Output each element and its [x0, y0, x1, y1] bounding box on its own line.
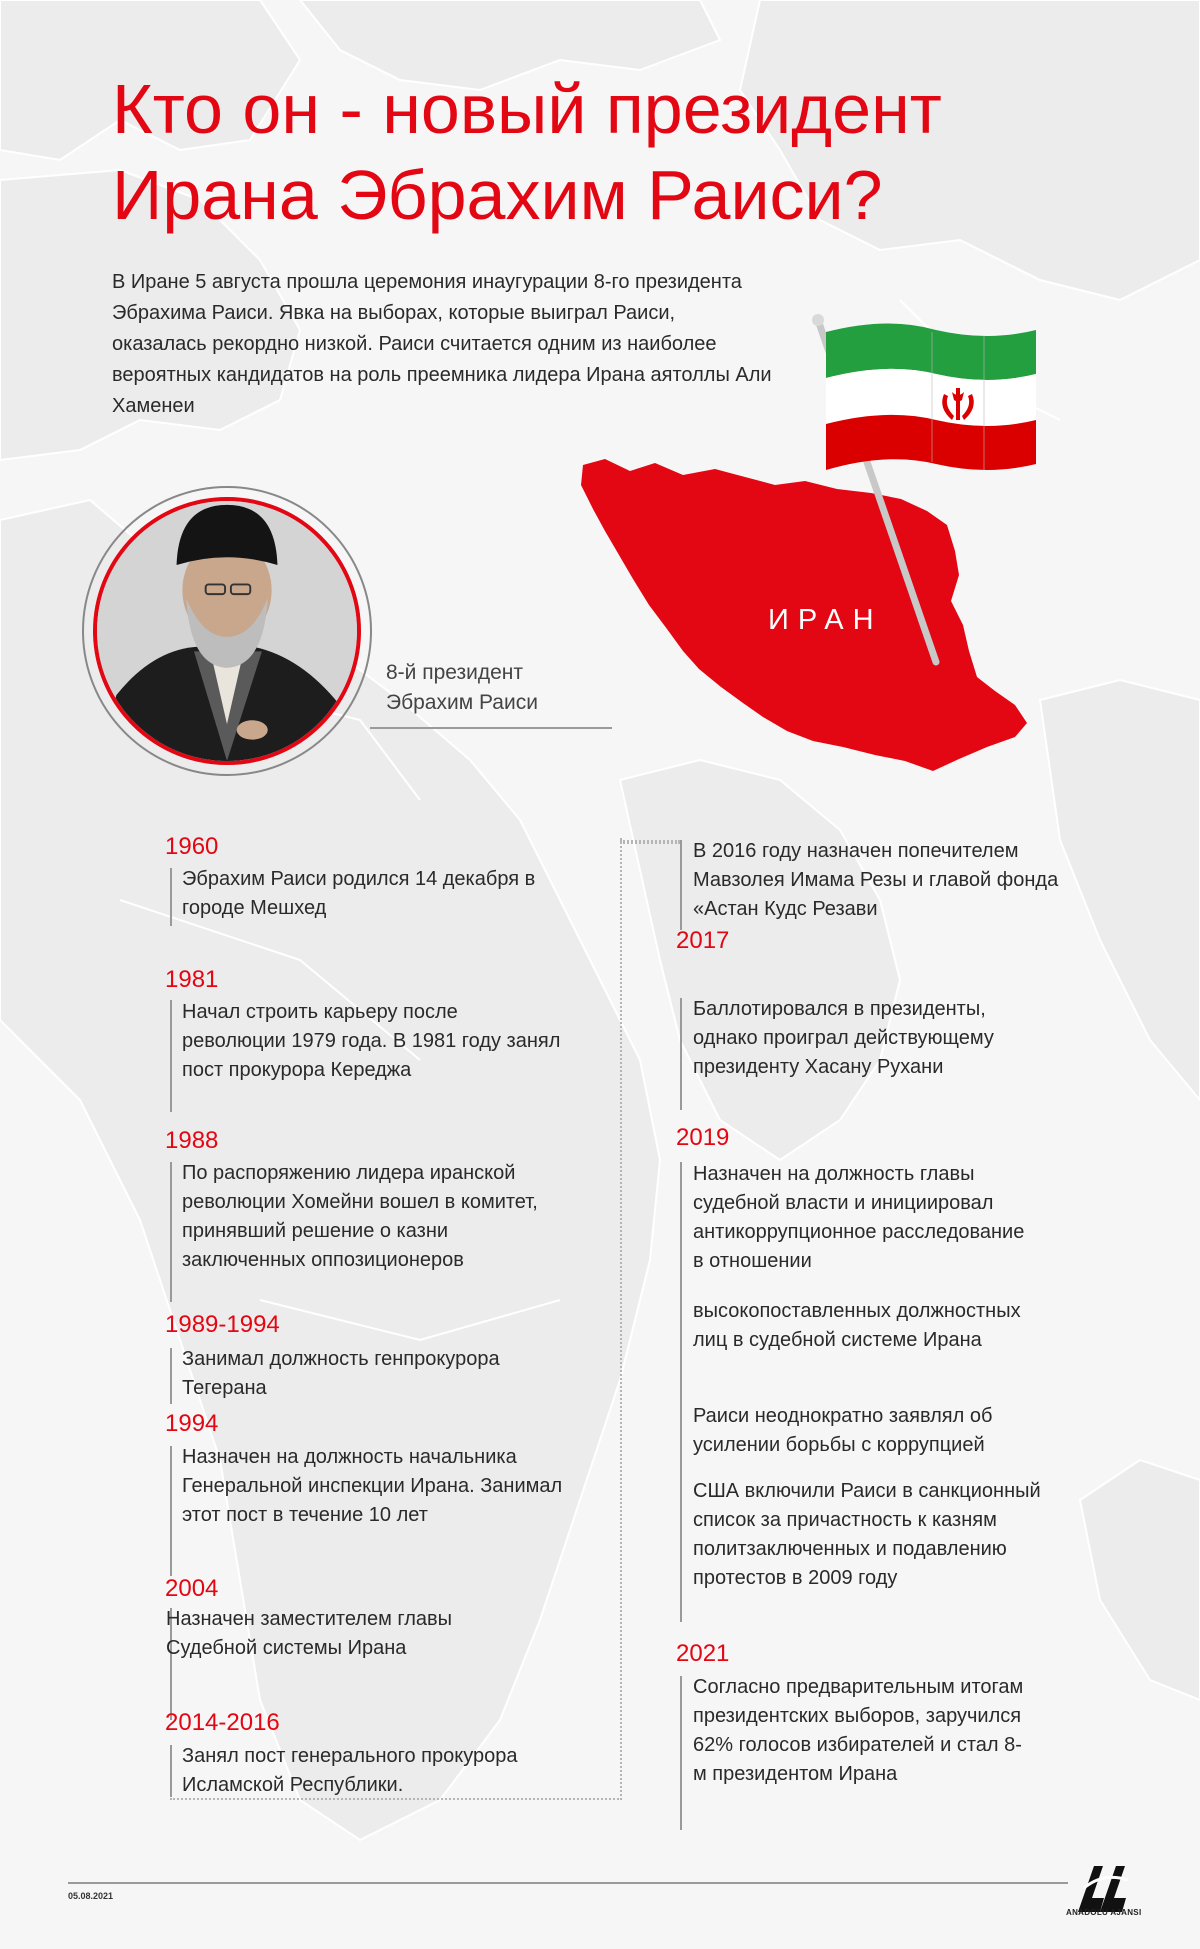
timeline-event: Назначен на должность главы судебной власти и инициировал антикоррупционное расследование в отношении [693, 1163, 1025, 1272]
timeline-event: Назначен на должность начальника Генеральной инспекции Ирана. Занимал этот пост в течение 10 лет [182, 1446, 563, 1526]
timeline-connector [680, 998, 682, 1110]
timeline-event: В 2016 году назначен попечителем Мавзолея Имама Резы и главой фонда «Астан Кудс Резави [693, 840, 1059, 920]
timeline-year: 1960 [165, 833, 219, 860]
timeline-connector [170, 1446, 172, 1576]
title-line-2: Ирана Эбрахим Раиси? [112, 156, 883, 234]
caption-line-2: Эбрахим Раиси [386, 691, 538, 714]
timeline-event: США включили Раиси в санкционный список за причастность к казням политзаключенных и подавлению протестов в 2009 году [693, 1480, 1041, 1589]
timeline-event: Начал строить карьеру после революции 1979 года. В 1981 году занял пост прокурора Кереджа [182, 1001, 561, 1081]
timeline-event: Раиси неоднократно заявлял об усилении борьбы с коррупцией [693, 1405, 993, 1456]
timeline-connector [680, 840, 682, 930]
title-line-1: Кто он - новый президент [112, 70, 942, 148]
timeline-connector [170, 1348, 172, 1404]
timeline-event: По распоряжению лидера иранской революции Хомейни вошел в комитет, принявший решение о казни заключенных оппозиционеров [182, 1162, 538, 1271]
president-portrait [93, 497, 361, 765]
logo-text: ANADOLU AJANSI [1066, 1908, 1142, 1917]
caption-divider [370, 727, 612, 729]
timeline-event: Занимал должность генпрокурора Тегерана [182, 1348, 500, 1399]
publication-date: 05.08.2021 [68, 1891, 114, 1901]
timeline-year: 2014-2016 [165, 1709, 280, 1736]
timeline-year: 2017 [676, 927, 730, 954]
portrait-caption [386, 658, 538, 718]
intro-paragraph: В Иране 5 августа прошла церемония инаугурации 8-го президента Эбрахима Раиси. Явка на выборах, которые выиграл Раиси, оказалась рекордно низкой. Раиси считается одним из наиболее вероятных кандидатов на роль преемника лидера Ирана аятоллы Али Хаменеи [112, 271, 772, 417]
timeline-event: Согласно предварительным итогам президентских выборов, заручился 62% голосов избирателей и стал 8-м президентом Ирана [693, 1676, 1024, 1785]
timeline-year: 2021 [676, 1640, 730, 1667]
timeline-year: 1988 [165, 1127, 219, 1154]
timeline-year: 2004 [165, 1575, 219, 1602]
timeline-connector [680, 1676, 682, 1830]
footer-divider [68, 1882, 1068, 1884]
iran-map-label: ИРАН [768, 604, 883, 636]
right-timeline-dotted-frame [620, 840, 680, 844]
portrait-illustration [97, 501, 357, 761]
timeline-connector [680, 1162, 682, 1622]
timeline-event: Эбрахим Раиси родился 14 декабря в городе Мешхед [182, 868, 536, 919]
timeline-connector [170, 1000, 172, 1112]
timeline-connector [170, 1745, 172, 1797]
timeline-event: высокопоставленных должностных лиц в судебной системе Ирана [693, 1300, 1021, 1351]
timeline-event: Баллотировался в президенты, однако проиграл действующему президенту Хасану Рухани [693, 998, 994, 1078]
timeline-year: 1994 [165, 1410, 219, 1437]
caption-line-1: 8-й президент [386, 661, 524, 684]
timeline-connector [170, 1162, 172, 1302]
page-title [112, 66, 1012, 238]
timeline-year: 1981 [165, 966, 219, 993]
timeline-event: Занял пост генерального прокурора Исламской Республики. [182, 1745, 518, 1796]
timeline-year: 2019 [676, 1124, 730, 1151]
iran-flag-icon [808, 312, 1054, 668]
timeline-connector [170, 868, 172, 926]
timeline-event: Назначен заместителем главы Судебной системы Ирана [166, 1608, 453, 1659]
timeline-year: 1989-1994 [165, 1311, 280, 1338]
